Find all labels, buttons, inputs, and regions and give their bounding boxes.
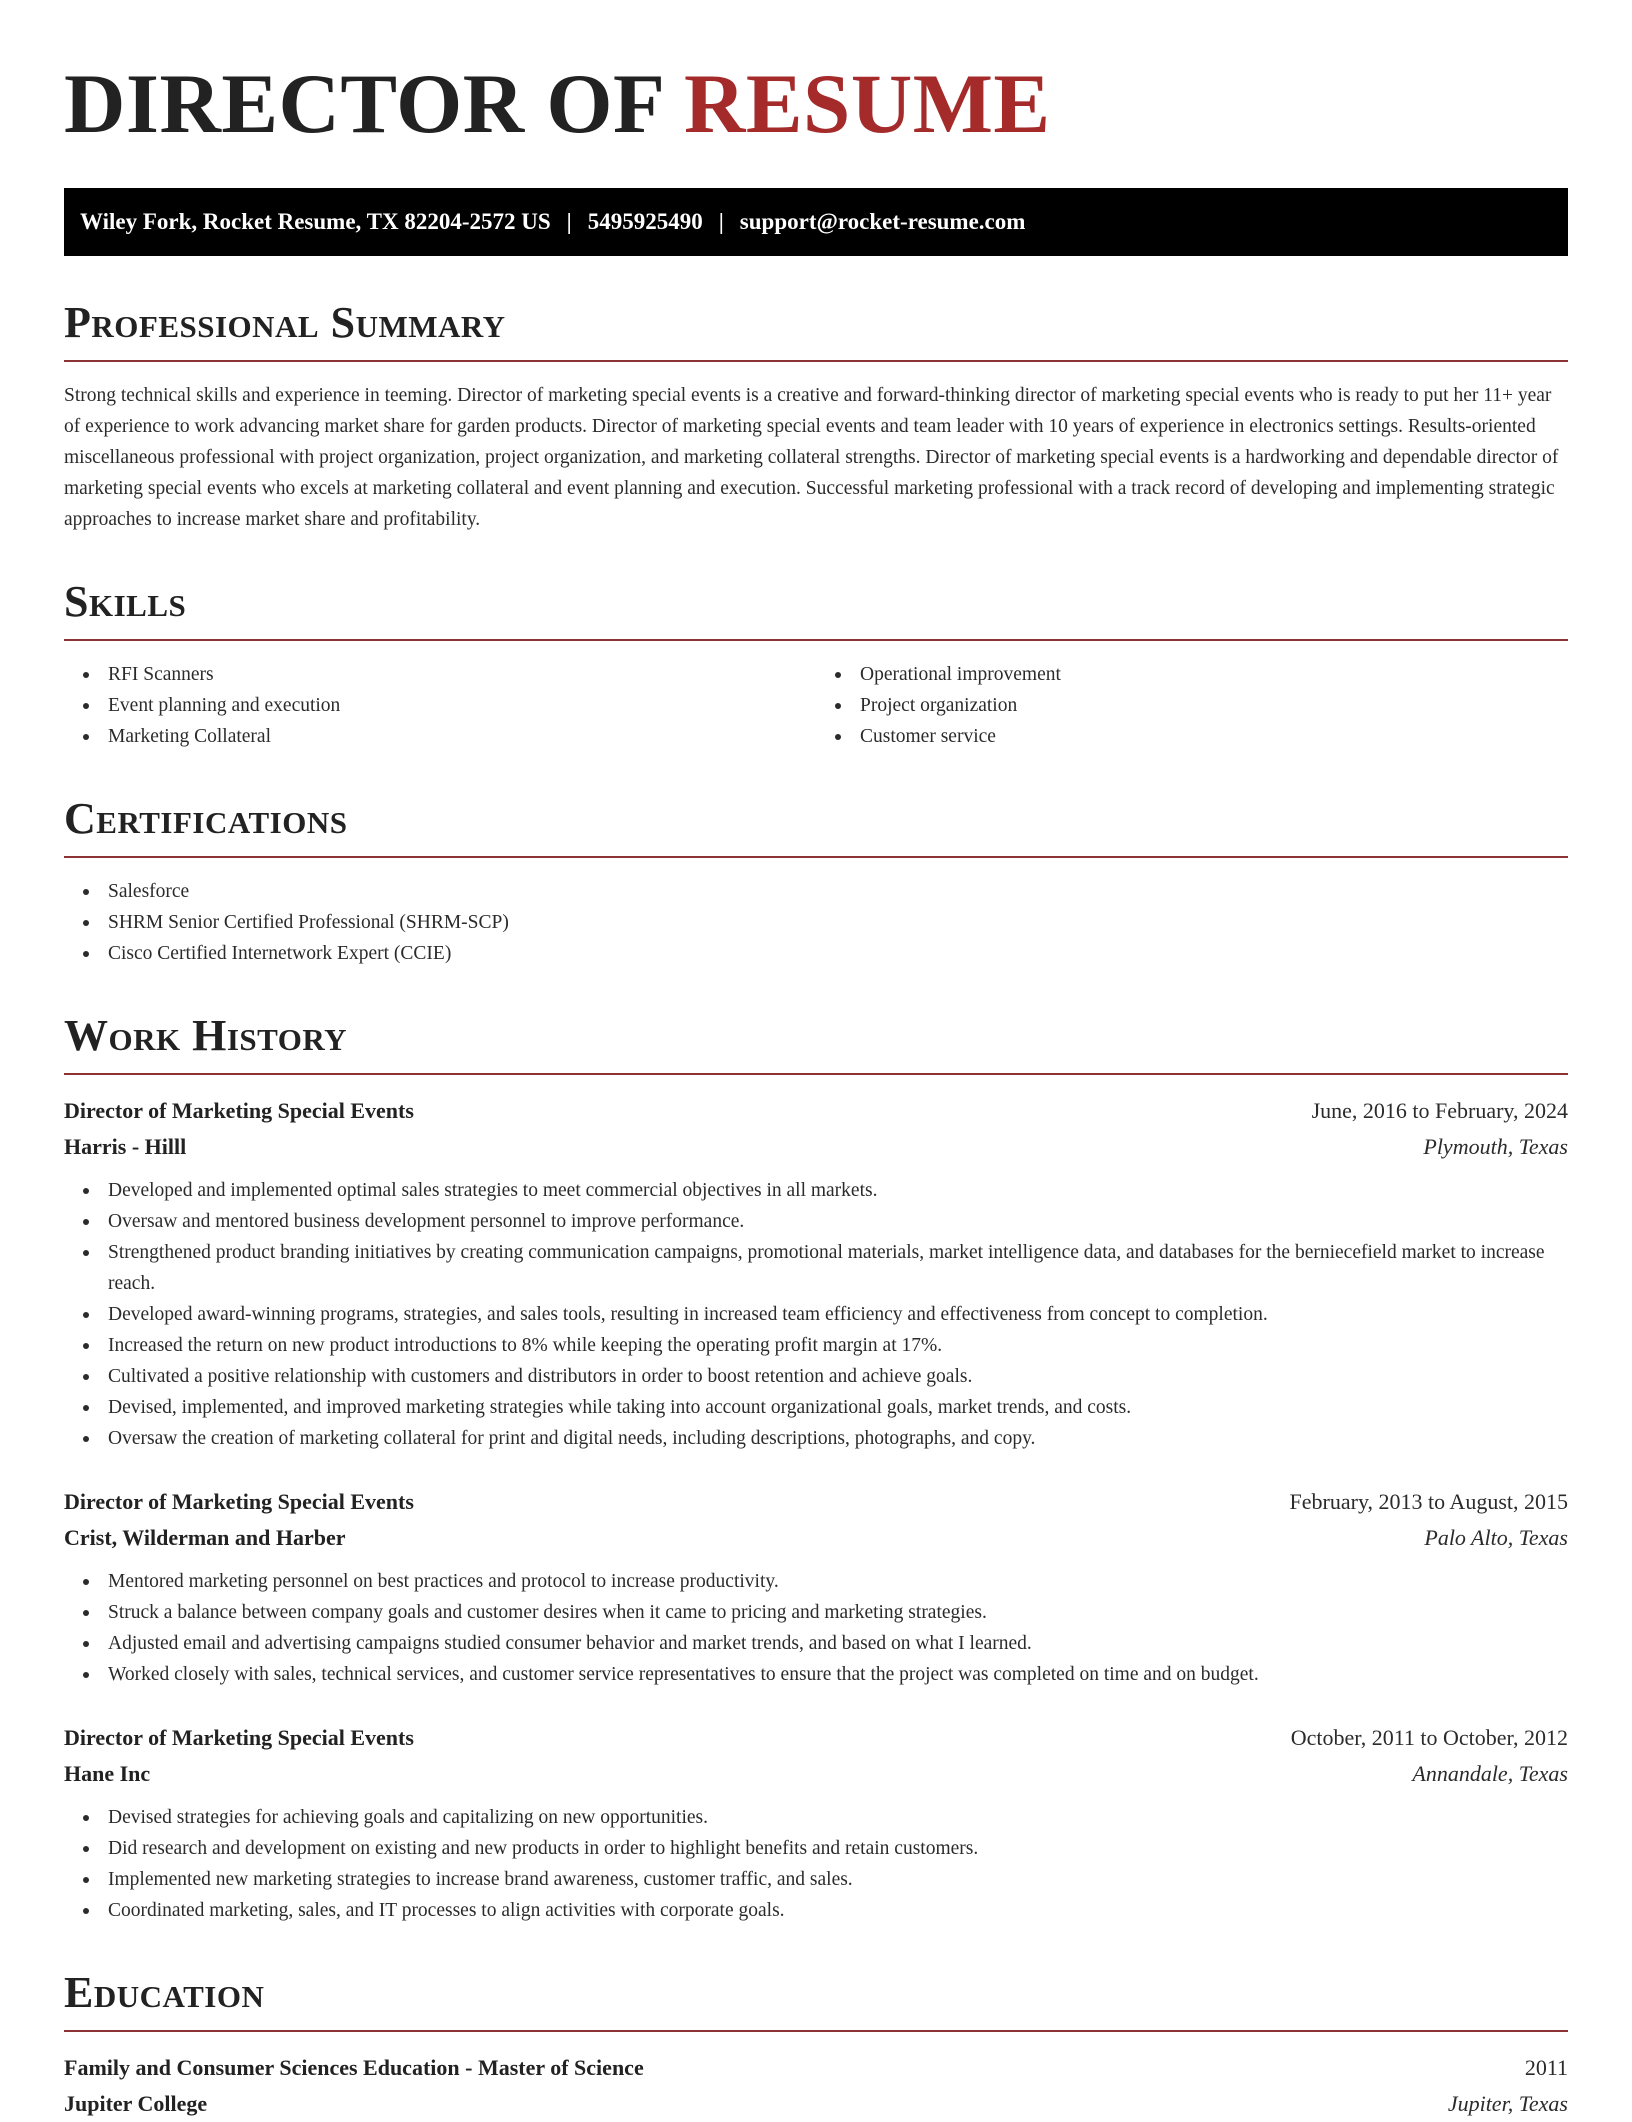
contact-bar bbox=[64, 188, 1568, 256]
skill-item: Operational improvement bbox=[860, 659, 1568, 690]
section-divider bbox=[64, 1073, 1568, 1075]
job-bullet: Oversaw and mentored business development personnel to improve performance. bbox=[108, 1206, 1568, 1237]
job-bullet: Developed award-winning programs, strategies, and sales tools, resulting in increased team efficiency and effectiveness from concept to completion. bbox=[108, 1299, 1568, 1330]
certification-item: Cisco Certified Internetwork Expert (CCIE) bbox=[108, 938, 1568, 969]
section-divider bbox=[64, 2030, 1568, 2032]
skills-section bbox=[64, 577, 1568, 752]
job-bullet: Worked closely with sales, technical services, and customer service representatives to ensure that the project was completed on time and on budget. bbox=[108, 1659, 1568, 1690]
job-entry bbox=[64, 1484, 1568, 1690]
skill-item: Project organization bbox=[860, 690, 1568, 721]
job-bullets bbox=[64, 1802, 1568, 1926]
certification-item: SHRM Senior Certified Professional (SHRM-SCP) bbox=[108, 907, 1568, 938]
education-degree-row bbox=[64, 2050, 1568, 2086]
education-school: Jupiter College bbox=[64, 2091, 208, 2116]
job-title: Director of Marketing Special Events bbox=[64, 1725, 414, 1750]
job-header-row bbox=[64, 1484, 1568, 1520]
job-entry bbox=[64, 1093, 1568, 1454]
summary-section bbox=[64, 298, 1568, 535]
contact-separator: | bbox=[566, 209, 572, 234]
certification-item: Salesforce bbox=[108, 876, 1568, 907]
title-accent: RESUME bbox=[683, 57, 1051, 151]
education-location: Jupiter, Texas bbox=[1447, 2091, 1568, 2116]
skill-item: Marketing Collateral bbox=[108, 721, 816, 752]
job-bullet: Coordinated marketing, sales, and IT processes to align activities with corporate goals. bbox=[108, 1895, 1568, 1926]
job-bullet: Adjusted email and advertising campaigns studied consumer behavior and market trends, and based on what I learned. bbox=[108, 1628, 1568, 1659]
job-bullet: Strengthened product branding initiatives by creating communication campaigns, promotional materials, market intelligence data, and databases for the berniecefield market to increase reach. bbox=[108, 1237, 1568, 1299]
resume-title bbox=[64, 58, 1568, 150]
work-history-heading: Work History bbox=[64, 1011, 348, 1060]
job-location: Palo Alto, Texas bbox=[1424, 1525, 1568, 1550]
education-degree: Family and Consumer Sciences Education - Master of Science bbox=[64, 2055, 644, 2080]
job-bullet: Did research and development on existing and new products in order to highlight benefits and retain customers. bbox=[108, 1833, 1568, 1864]
job-bullet: Devised, implemented, and improved marketing strategies while taking into account organizational goals, market trends, and costs. bbox=[108, 1392, 1568, 1423]
job-dates: October, 2011 to October, 2012 bbox=[1290, 1725, 1568, 1750]
education-school-row bbox=[64, 2086, 1568, 2122]
job-bullet: Devised strategies for achieving goals and capitalizing on new opportunities. bbox=[108, 1802, 1568, 1833]
contact-address: Wiley Fork, Rocket Resume, TX 82204-2572 US bbox=[80, 209, 551, 234]
section-divider bbox=[64, 856, 1568, 858]
job-bullets bbox=[64, 1566, 1568, 1690]
job-header-row bbox=[64, 1720, 1568, 1756]
certifications-section bbox=[64, 794, 1568, 969]
skill-item: Event planning and execution bbox=[108, 690, 816, 721]
certifications-list bbox=[64, 876, 1568, 969]
job-location: Annandale, Texas bbox=[1412, 1761, 1568, 1786]
skills-column-right bbox=[816, 659, 1568, 752]
education-section bbox=[64, 1968, 1568, 2122]
certifications-heading: Certifications bbox=[64, 794, 348, 843]
section-divider bbox=[64, 639, 1568, 641]
contact-email: support@rocket-resume.com bbox=[739, 209, 1026, 234]
job-company-row bbox=[64, 1129, 1568, 1165]
job-company: Crist, Wilderman and Harber bbox=[64, 1525, 346, 1550]
skills-list-right bbox=[816, 659, 1568, 752]
job-bullets bbox=[64, 1175, 1568, 1454]
job-company: Harris - Hilll bbox=[64, 1134, 187, 1159]
skills-columns bbox=[64, 659, 1568, 752]
job-bullet: Implemented new marketing strategies to increase brand awareness, customer traffic, and sales. bbox=[108, 1864, 1568, 1895]
skills-heading: Skills bbox=[64, 577, 187, 626]
job-entry bbox=[64, 1720, 1568, 1926]
work-history-section bbox=[64, 1011, 1568, 1926]
education-heading: Education bbox=[64, 1968, 265, 2017]
job-bullet: Struck a balance between company goals and customer desires when it came to pricing and marketing strategies. bbox=[108, 1597, 1568, 1628]
contact-phone: 5495925490 bbox=[587, 209, 703, 234]
job-title: Director of Marketing Special Events bbox=[64, 1489, 414, 1514]
job-company-row bbox=[64, 1756, 1568, 1792]
job-company-row bbox=[64, 1520, 1568, 1556]
job-dates: February, 2013 to August, 2015 bbox=[1289, 1489, 1568, 1514]
skill-item: Customer service bbox=[860, 721, 1568, 752]
job-location: Plymouth, Texas bbox=[1423, 1134, 1568, 1159]
title-main: DIRECTOR OF bbox=[64, 57, 663, 151]
summary-heading: Professional Summary bbox=[64, 298, 506, 347]
skills-column-left bbox=[64, 659, 816, 752]
job-dates: June, 2016 to February, 2024 bbox=[1311, 1098, 1568, 1123]
job-bullet: Mentored marketing personnel on best practices and protocol to increase productivity. bbox=[108, 1566, 1568, 1597]
job-bullet: Cultivated a positive relationship with customers and distributors in order to boost retention and achieve goals. bbox=[108, 1361, 1568, 1392]
job-title: Director of Marketing Special Events bbox=[64, 1098, 414, 1123]
summary-text: Strong technical skills and experience in teeming. Director of marketing special events is a creative and forward-thinking director of marketing special events who is ready to put her 11+ year of experience to work advancing market share for garden products. Director of marketing special events and team leader with 10 years of experience in electronics settings. Results-oriented miscellaneous professional with project organization, project organization, and marketing collateral strengths. Director of marketing special events is a hardworking and dependable director of marketing special events who excels at marketing collateral and event planning and execution. Successful marketing professional with a track record of developing and implementing strategic approaches to increase market share and profitability. bbox=[64, 385, 1559, 530]
education-year: 2011 bbox=[1524, 2055, 1568, 2080]
skill-item: RFI Scanners bbox=[108, 659, 816, 690]
job-header-row bbox=[64, 1093, 1568, 1129]
job-company: Hane Inc bbox=[64, 1761, 151, 1786]
job-bullet: Increased the return on new product introductions to 8% while keeping the operating profit margin at 17%. bbox=[108, 1330, 1568, 1361]
contact-separator: | bbox=[718, 209, 724, 234]
section-divider bbox=[64, 360, 1568, 362]
job-bullet: Developed and implemented optimal sales strategies to meet commercial objectives in all markets. bbox=[108, 1175, 1568, 1206]
skills-list-left bbox=[64, 659, 816, 752]
job-bullet: Oversaw the creation of marketing collateral for print and digital needs, including descriptions, photographs, and copy. bbox=[108, 1423, 1568, 1454]
